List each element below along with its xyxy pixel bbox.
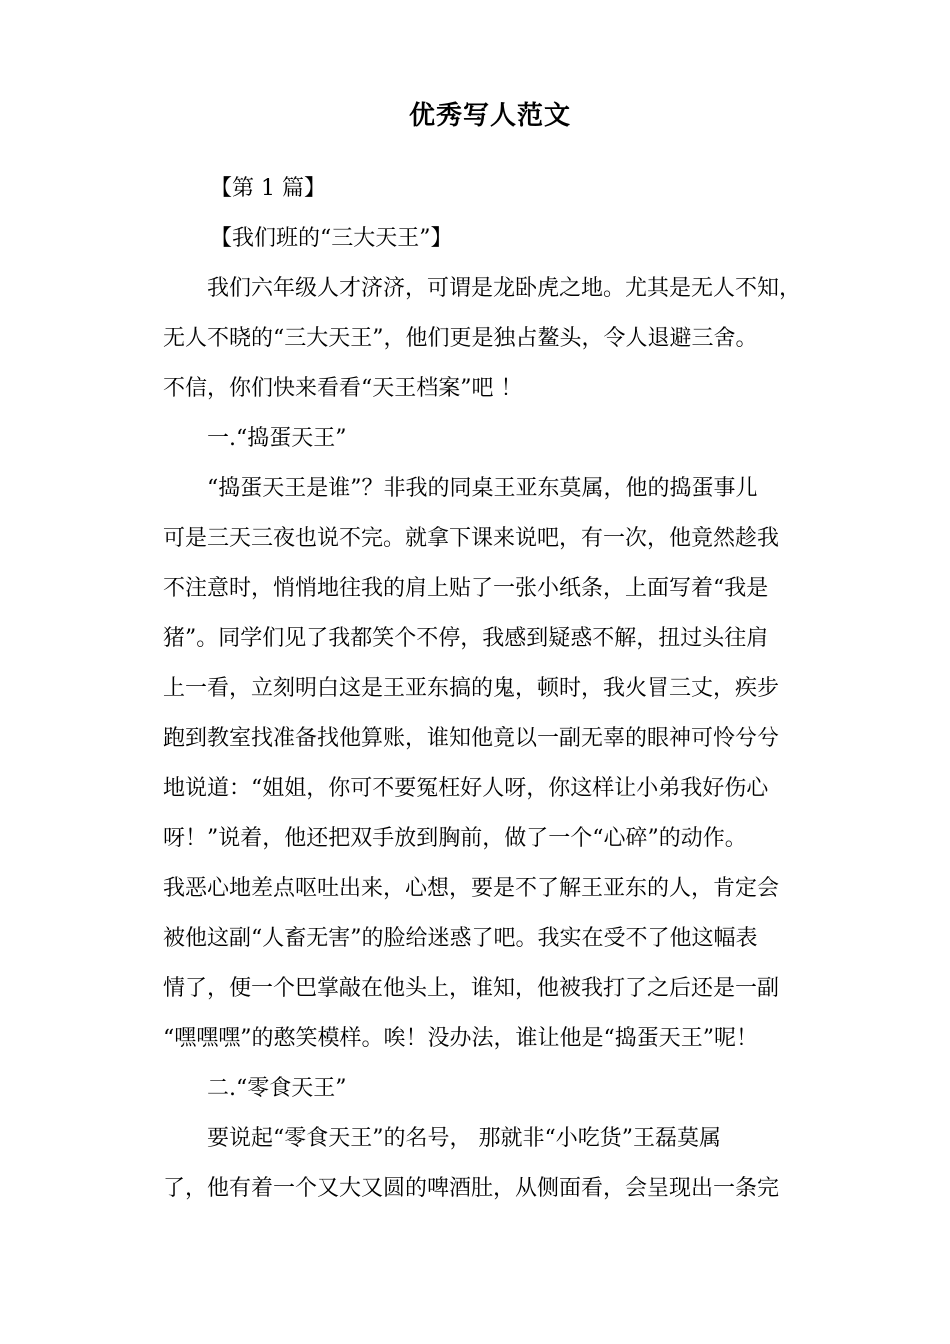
section-heading: 一.“捣蛋天王” xyxy=(207,426,347,451)
paragraph-line: 上一看，立刻明白这是王亚东搞的鬼，顿时，我火冒三丈，疾步 xyxy=(163,676,780,701)
paragraph-line: 我恶心地差点呕吐出来，心想，要是不了解王亚东的人，肯定会 xyxy=(163,876,780,901)
paragraph-line: 了，他有着一个又大又圆的啤酒肚，从侧面看，会呈现出一条完 xyxy=(163,1176,780,1201)
paragraph-line: 地说道：“姐姐，你可不要冤枉好人呀，你这样让小弟我好伤心 xyxy=(163,776,769,801)
section-heading: 二.“零食天王” xyxy=(207,1076,347,1101)
paragraph-line: 跑到教室找准备找他算账，谁知他竟以一副无辜的眼神可怜兮兮 xyxy=(163,726,780,751)
paragraph-line: “捣蛋天王是谁”？非我的同桌王亚东莫属，他的捣蛋事儿 xyxy=(207,476,758,501)
chapter-heading: 【第 1 篇】 xyxy=(210,176,326,201)
paragraph-line: 呀！”说着，他还把双手放到胸前，做了一个“心碎”的动作。 xyxy=(163,826,747,851)
paragraph-line: 可是三天三夜也说不完。就拿下课来说吧，有一次，他竟然趁我 xyxy=(163,526,780,551)
paragraph-line: 情了，便一个巴掌敲在他头上，谁知，他被我打了之后还是一副 xyxy=(163,976,780,1001)
paragraph-line: 我们六年级人才济济，可谓是龙卧虎之地。尤其是无人不知， xyxy=(207,276,802,301)
paragraph-line: 猪”。同学们见了我都笑个不停，我感到疑惑不解，扭过头往肩 xyxy=(163,626,769,651)
paragraph-line: 要说起“零食天王”的名号， 那就非“小吃货”王磊莫属 xyxy=(207,1126,721,1151)
paragraph-line: 不信，你们快来看看“天王档案”吧 ！ xyxy=(163,376,523,401)
article-heading: 【我们班的“三大天王”】 xyxy=(210,226,453,251)
paragraph-line: 被他这副“人畜无害”的脸给迷惑了吧。我实在受不了他这幅表 xyxy=(163,926,758,951)
document-title: 优秀写人范文 xyxy=(408,101,571,131)
paragraph-line: “嘿嘿嘿”的憨笑模样。唉！没办法，谁让他是“捣蛋天王”呢！ xyxy=(163,1026,758,1051)
paragraph-line: 不注意时，悄悄地往我的肩上贴了一张小纸条，上面写着“我是 xyxy=(163,576,769,601)
paragraph-line: 无人不晓的“三大天王”，他们更是独占鳌头，令人退避三舍。 xyxy=(163,326,758,351)
